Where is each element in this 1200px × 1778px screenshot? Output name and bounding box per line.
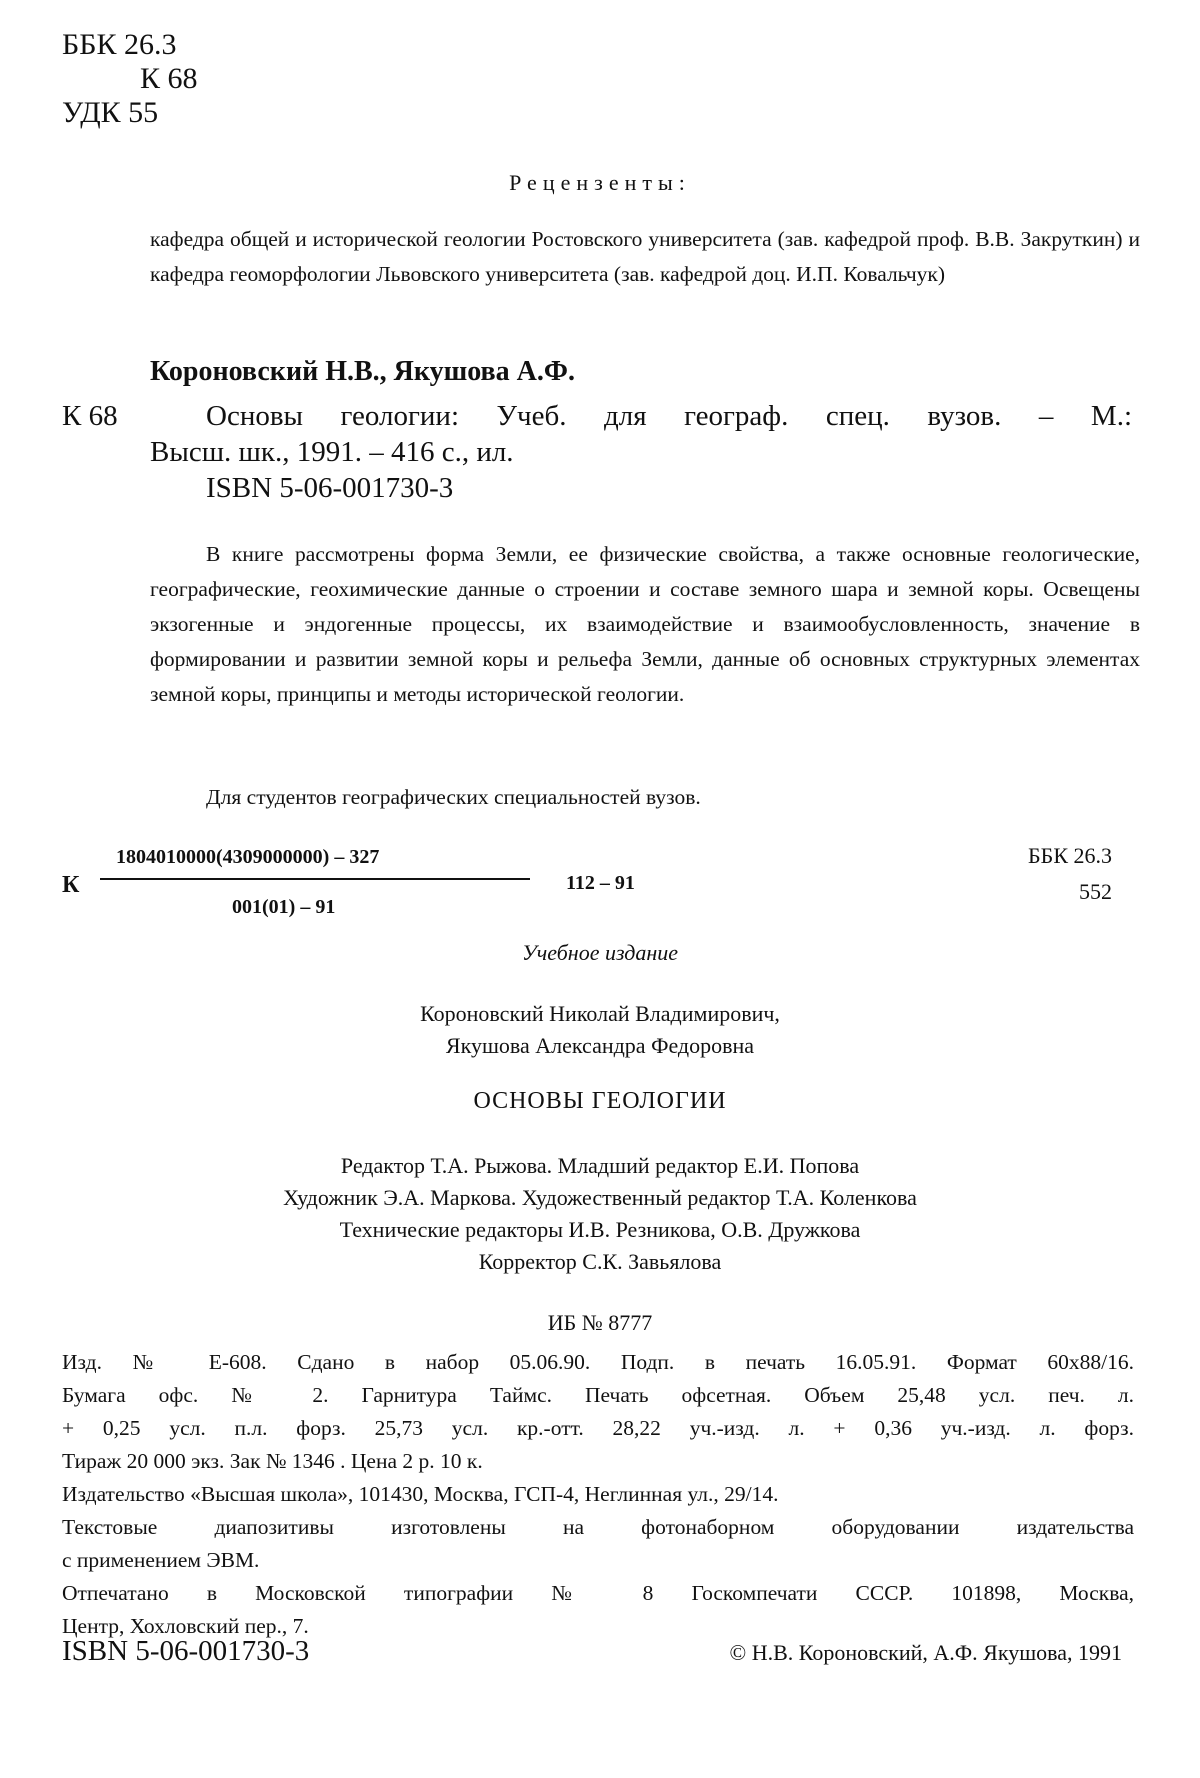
colophon-title: ОСНОВЫ ГЕОЛОГИИ [473,1088,727,1114]
author-mark: К 68 [140,62,198,95]
bbk-right-code: ББК 26.3 [1028,843,1112,868]
udk-code: УДК 55 [62,96,159,129]
credits-block [0,1150,1200,1278]
author-full-name-2: Якушова Александра Федоровна [445,1033,755,1058]
imprint-line: Бумага офс. № 2. Гарнитура Таймс. Печать офсетная. Объем 25,48 усл. печ. л. [62,1383,1134,1407]
credit-line: Технические редакторы И.В. Резникова, О.В. Дружкова [339,1217,861,1242]
annotation-text: В книге рассмотрены форма Земли, ее физические свойства, а также основные геологические, географические, геохимические данные о строении и составе земного шара и земной коры. Освещены экзогенные и эндогенные процессы, их взаимодействие и взаимообусловленность, значение в формировании и развитии земной коры и рельефа Земли, данные об основных структурных элементах земной коры, принципы и методы исторической геологии. [150,542,1140,706]
book-authors: Короновский Н.В., Якушова А.Ф. [150,356,575,387]
imprint-line: Изд. № Е-608. Сдано в набор 05.06.90. Подп. в печать 16.05.91. Формат 60х88/16. [62,1350,1134,1374]
reviewers-heading: Рецензенты: [509,170,691,195]
imprint-line: Тираж 20 000 экз. Зак № 1346 . Цена 2 р. 10 к. [62,1449,483,1473]
book-isbn: ISBN 5-06-001730-3 [206,472,454,504]
bbk-right-block [1000,838,1112,910]
imprint-line: Издательство «Высшая школа», 101430, Москва, ГСП-4, Неглинная ул., 29/14. [62,1482,779,1506]
imprint-line: Центр, Хохловский пер., 7. [62,1614,309,1638]
audience-text: Для студентов географических специальностей вузов. [206,785,701,809]
imprint-line: Текстовые диапозитивы изготовлены на фотонаборном оборудовании издательства [62,1515,1134,1539]
credit-line: Редактор Т.А. Рыжова. Младший редактор Е.И. Попова [340,1153,860,1178]
formula-right: 112 – 91 [566,872,635,894]
author-full-names [0,998,1200,1062]
book-title-line-1: Основы геологии: Учеб. для географ. спец. вузов. – М.: [206,400,1132,432]
author-full-name-1: Короновский Николай Владимирович, [420,1001,780,1026]
footer-isbn: ISBN 5-06-001730-3 [62,1635,310,1667]
imprint-line: + 0,25 усл. п.л. форз. 25,73 усл. кр.-отт. 28,22 уч.-изд. л. + 0,36 уч.-изд. л. форз. [62,1416,1134,1440]
copyright: © Н.В. Короновский, А.Ф. Якушова, 1991 [729,1640,1122,1665]
author-mark-inline: К 68 [62,400,118,432]
reviewers-text: кафедра общей и исторической геологии Ростовского университета (зав. кафедрой проф. В.В. Закруткин) и кафедра геоморфологии Львовского университета (зав. кафедрой доц. И.П. Ковальчук) [150,227,1140,286]
ib-number: ИБ № 8777 [547,1310,653,1335]
bbk-code: ББК 26.3 [62,28,177,61]
credit-line: Художник Э.А. Маркова. Художественный редактор Т.А. Коленкова [283,1185,917,1210]
imprint-line: с применением ЭВМ. [62,1548,260,1572]
imprint-line: Отпечатано в Московской типографии № 8 Госкомпечати СССР. 101898, Москва, [62,1581,1134,1605]
imprint-block [62,1346,1134,1643]
formula-denominator: 001(01) – 91 [232,896,336,918]
formula-letter: К [62,872,80,898]
bbk-right-number: 552 [1079,879,1112,904]
fraction-line [100,878,530,880]
classification-header [62,28,198,130]
book-title-line-2: Высш. шк., 1991. – 416 с., ил. [150,436,514,468]
credit-line: Корректор С.К. Завьялова [478,1249,722,1274]
formula-numerator: 1804010000(4309000000) – 327 [116,846,380,868]
edition-type: Учебное издание [521,940,679,965]
